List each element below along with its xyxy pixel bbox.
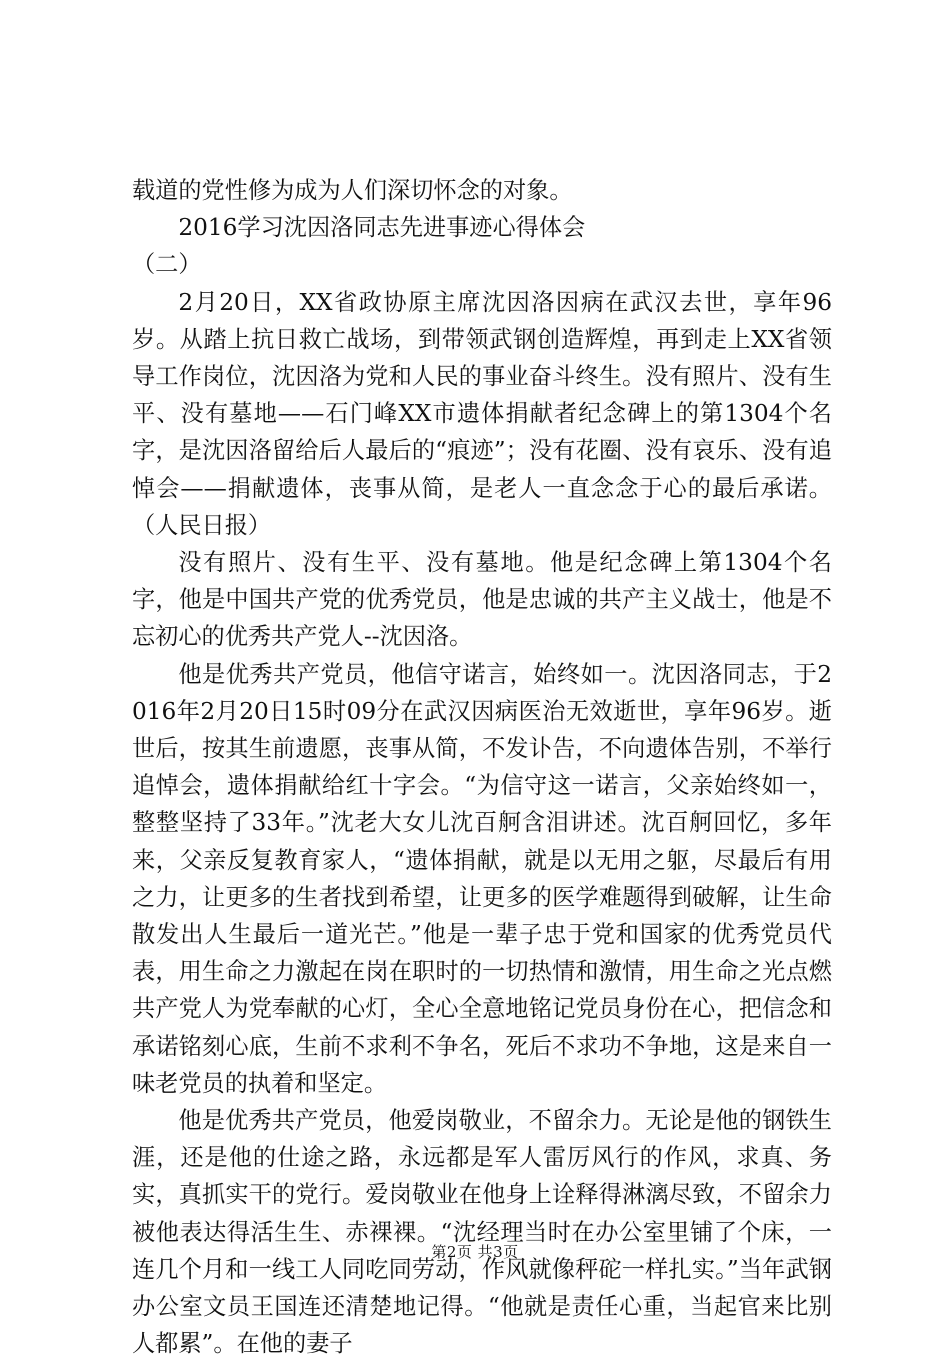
- paragraph: 2月20日，XX省政协原主席沈因洛因病在武汉去世，享年96岁。从踏上抗日救亡战场，到带领武钢创造辉煌，再到走上XX省领导工作岗位，沈因洛为党和人民的事业奋斗终生。没有照片、没有生平、没有墓地——石门峰XX市遗体捐献者纪念碑上的第1304个名字，是沈因洛留给后人最后的“痕迹”；没有花圈、没有哀乐、没有追悼会——捐献遗体，丧事从简，是老人一直念念于心的最后承诺。（人民日报）: [132, 288, 832, 539]
- paragraph: 他是优秀共产党员，他信守诺言，始终如一。沈因洛同志，于2016年2月20日15时09分在武汉因病医治无效逝世，享年96岁。逝世后，按其生前遗愿，丧事从简，不发讣告，不向遗体告别，不举行追悼会，遗体捐献给红十字会。“为信守这一诺言，父亲始终如一，整整坚持了33年。”沈老大女儿沈百舸含泪讲述。沈百舸回忆，多年来，父亲反复教育家人，“遗体捐献，就是以无用之躯，尽最后有用之力，让更多的生者找到希望，让更多的医学难题得到破解，让生命散发出人生最后一道光芒。”他是一辈子忠于党和国家的优秀党员代表，用生命之力激起在岗在职时的一切热情和激情，用生命之光点燃共产党人为党奉献的心灯，全心全意地铭记党员身份在心，把信念和承诺铭刻心底，生前不求利不争名，死后不求功不争地，这是来自一味老党员的执着和坚定。: [132, 660, 832, 1097]
- document-body: [132, 172, 832, 1363]
- paragraph-continuation: 载道的党性修为成为人们深切怀念的对象。: [132, 177, 573, 204]
- paragraph: 他是优秀共产党员，他爱岗敬业，不留余力。无论是他的钢铁生涯，还是他的仕途之路，永远都是军人雷厉风行的作风，求真、务实，真抓实干的党行。爱岗敬业在他身上诠释得淋漓尽致，不留余力被他表达得活生生、赤裸裸。“沈经理当时在办公室里铺了个床，一连几个月和一线工人同吃同劳动，作风就像秤砣一样扎实。”当年武钢办公室文员王国连还清楚地记得。“他就是责任心重，当起官来比别人都累”。在他的妻子: [132, 1107, 832, 1358]
- page-number: 第2页: [431, 1243, 473, 1261]
- page-total: 共3页: [477, 1243, 519, 1261]
- page-footer: [0, 1242, 950, 1262]
- section-title: 2016学习沈因洛同志先进事迹心得体会: [178, 214, 586, 242]
- section-subtitle: （二）: [132, 251, 202, 279]
- paragraph: 没有照片、没有生平、没有墓地。他是纪念碑上第1304个名字，他是中国共产党的优秀党员，他是忠诚的共产主义战士，他是不忘初心的优秀共产党人--沈因洛。: [132, 549, 832, 651]
